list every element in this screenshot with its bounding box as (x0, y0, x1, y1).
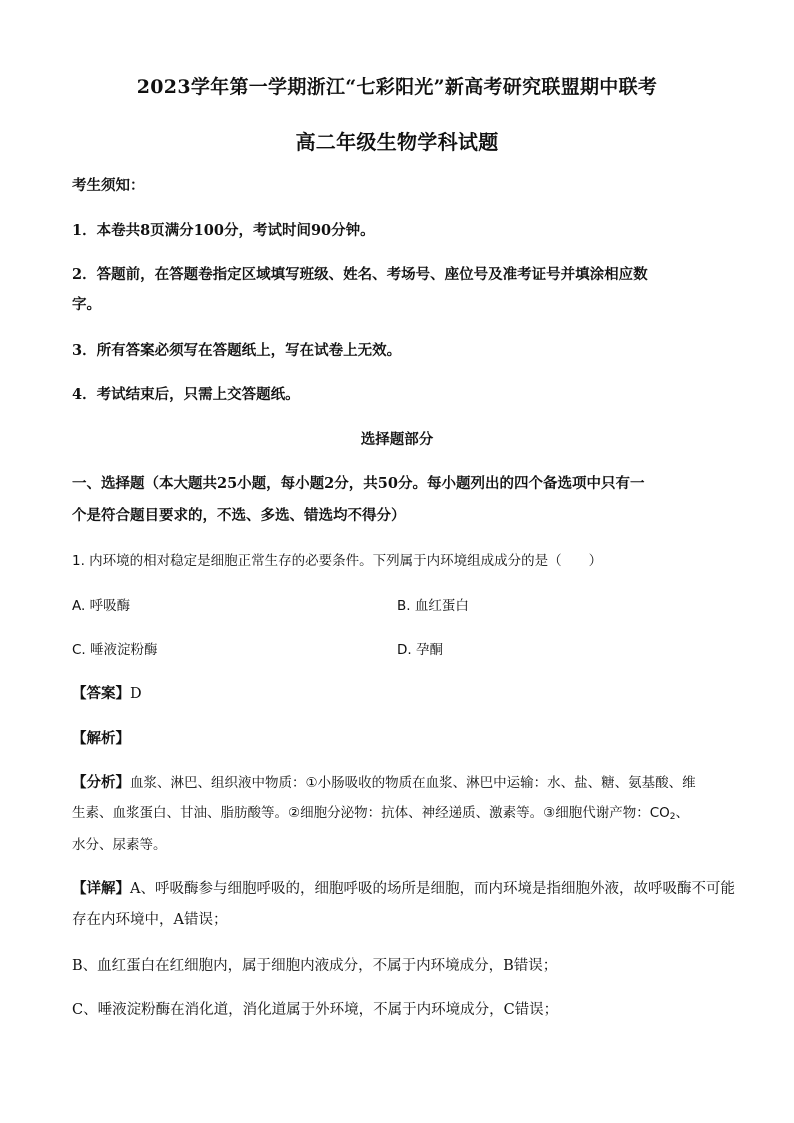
xiangjie-option-c: C、唾液淀粉酶在消化道，消化道属于外环境，不属于内环境成分，C错误； (72, 1002, 559, 1018)
xiangjie-label: 【详解】 (72, 880, 130, 897)
analysis-label: 【解析】 (72, 730, 130, 747)
fenxi-label: 【分析】 (72, 774, 130, 791)
question-1-stem: 1. 内环境的相对稳定是细胞正常生存的必要条件。下列属于内环境组成成分的是（ ） (72, 553, 603, 569)
xiangjie-option-b: B、血红蛋白在红细胞内，属于细胞内液成分，不属于内环境成分，B错误； (72, 958, 558, 974)
answer-label: 【答案】 (72, 685, 130, 702)
notice-item-2: 2．答题前，在答题卷指定区域填写班级、姓名、考场号、座位号及准考证号并填涂相应数 (72, 266, 648, 283)
notice-item-4: 4．考试结束后，只需上交答题纸。 (72, 386, 300, 403)
notice-item-3: 3．所有答案必须写在答题纸上，写在试卷上无效。 (72, 342, 402, 359)
answer-line (72, 684, 732, 704)
section-heading: 选择题部分 (360, 431, 434, 448)
notice-heading: 考生须知： (72, 177, 145, 194)
section-instruction-line1: 一、选择题（本大题共25小题，每小题2分，共50分。每小题列出的四个备选项中只有一 (72, 475, 645, 492)
section-instruction-line2: 个是符合题目要求的，不选、多选、错选均不得分） (72, 507, 406, 524)
notice-item-2-cont: 字。 (72, 296, 101, 313)
xiangjie-line-2: 存在内环境中，A错误； (72, 912, 228, 928)
fenxi-text-1: 血浆、淋巴、组织液中物质：①小肠吸收的物质在血浆、淋巴中运输：水、盐、糖、氨基酸、维 (130, 775, 696, 791)
fenxi-text-2: 生素、血浆蛋白、甘油、脂肪酸等。②细胞分泌物：抗体、神经递质、激素等。③细胞代谢产物：CO (72, 805, 670, 821)
fenxi-line-3: 水分、尿素等。 (72, 837, 167, 853)
exam-title: 2023学年第一学期浙江“七彩阳光”新高考研究联盟期中联考 (136, 76, 658, 98)
fenxi-text-2-end: 、 (675, 805, 689, 821)
option-d: D. 孕酮 (397, 642, 443, 658)
co2-subscript: 2 (669, 812, 676, 822)
fenxi-line-1 (72, 773, 732, 793)
exam-subtitle: 高二年级生物学科试题 (295, 130, 499, 154)
xiangjie-line-1 (72, 879, 735, 899)
option-a: A. 呼吸酶 (72, 598, 131, 614)
fenxi-line-2 (72, 803, 732, 823)
option-b: B. 血红蛋白 (397, 598, 469, 614)
notice-item-1: 1．本卷共8页满分100分，考试时间90分钟。 (72, 222, 375, 239)
xiangjie-text-1: A、呼吸酶参与细胞呼吸的，细胞呼吸的场所是细胞，而内环境是指细胞外液，故呼吸酶不可能 (130, 881, 735, 897)
option-c: C. 唾液淀粉酶 (72, 642, 158, 658)
answer-value: D (130, 686, 142, 702)
